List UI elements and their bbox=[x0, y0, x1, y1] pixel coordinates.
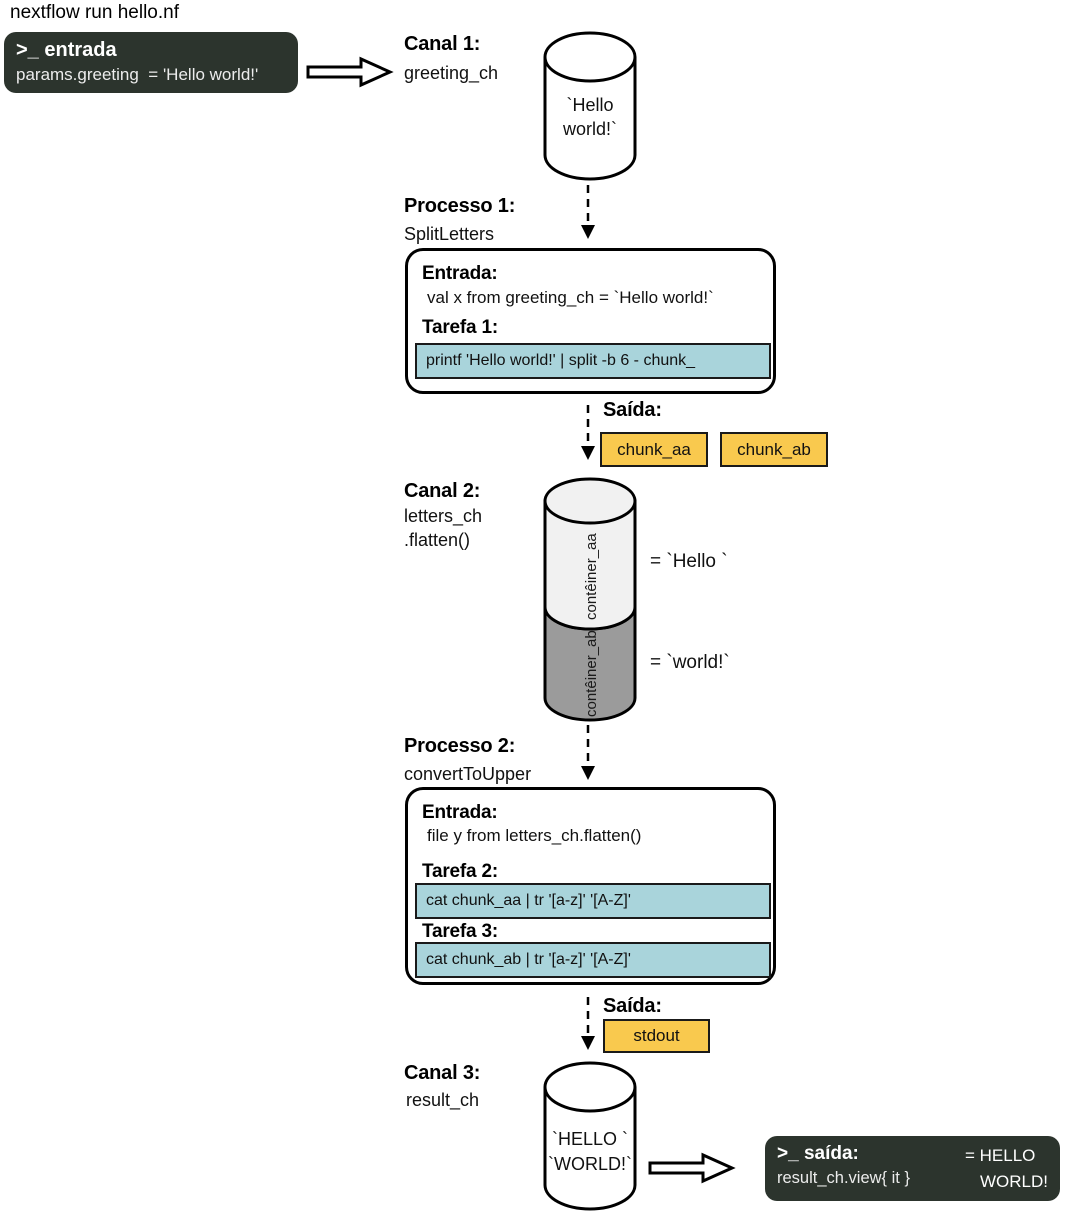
processo2-label: Processo 2: bbox=[404, 735, 516, 757]
canal2-name: letters_ch bbox=[404, 506, 483, 526]
processo2-tarefa3-label: Tarefa 3: bbox=[422, 921, 498, 942]
canal2-segment-aa-label: contêiner_aa bbox=[583, 533, 600, 620]
processo1-label: Processo 1: bbox=[404, 195, 516, 217]
canal3-content-line2: `WORLD!` bbox=[548, 1154, 632, 1174]
processo1-name: SplitLetters bbox=[404, 224, 495, 244]
terminal-prompt-icon: >_ bbox=[16, 39, 39, 61]
processo2-box bbox=[405, 787, 776, 985]
output-chip-chunk-ab: chunk_ab bbox=[720, 432, 828, 467]
canal2-segment-ab-value: = `world!` bbox=[650, 652, 730, 673]
canal2-method: .flatten() bbox=[404, 530, 471, 550]
processo1-entrada-label: Entrada: bbox=[422, 263, 498, 284]
dashed-down-arrow-icon bbox=[578, 184, 598, 239]
processo2-saida-label: Saída: bbox=[603, 995, 662, 1017]
terminal-prompt-icon: >_ bbox=[777, 1143, 799, 1164]
output-terminal-title: saída: bbox=[798, 1143, 859, 1164]
right-arrow-icon bbox=[648, 1151, 736, 1185]
input-terminal-box bbox=[4, 32, 298, 93]
processo1-tarefa1-label: Tarefa 1: bbox=[422, 317, 498, 338]
output-terminal-box bbox=[765, 1136, 1060, 1201]
processo2-tarefa2-code: cat chunk_aa | tr '[a-z]' '[A-Z]' bbox=[415, 883, 771, 919]
dashed-down-arrow-icon bbox=[578, 404, 598, 460]
dashed-down-arrow-icon bbox=[578, 996, 598, 1050]
canal2-segment-ab-label: contêiner_ab bbox=[583, 630, 600, 717]
processo2-tarefa3-code: cat chunk_ab | tr '[a-z]' '[A-Z]' bbox=[415, 942, 771, 978]
canal3-label: Canal 3: bbox=[404, 1062, 481, 1084]
input-terminal-code: params.greeting = 'Hello world!' bbox=[16, 65, 259, 84]
canal3-content-line1: `HELLO ` bbox=[551, 1129, 629, 1149]
canal1-name: greeting_ch bbox=[404, 63, 499, 83]
canal2-label: Canal 2: bbox=[404, 480, 481, 502]
input-terminal-title: entrada bbox=[38, 39, 117, 61]
canal2-stacked-cylinder bbox=[542, 474, 638, 724]
canal3-name: result_ch bbox=[406, 1090, 480, 1110]
right-arrow-icon bbox=[306, 55, 394, 89]
output-terminal-code: result_ch.view{ it } bbox=[777, 1169, 910, 1187]
canal1-content-line2: world!` bbox=[562, 119, 618, 139]
input-terminal-header bbox=[16, 39, 286, 62]
output-terminal-header bbox=[777, 1143, 910, 1165]
processo2-entrada-label: Entrada: bbox=[422, 802, 498, 823]
canal3-cylinder bbox=[542, 1060, 638, 1214]
output-chip-stdout: stdout bbox=[603, 1019, 710, 1053]
processo1-entrada-code: val x from greeting_ch = `Hello world!` bbox=[427, 288, 714, 307]
canal1-content-line1: `Hello bbox=[566, 95, 614, 115]
output-result-line1: = HELLO bbox=[965, 1146, 1036, 1165]
processo2-tarefa2-label: Tarefa 2: bbox=[422, 861, 498, 882]
output-chip-chunk-aa: chunk_aa bbox=[600, 432, 708, 467]
processo1-box bbox=[405, 248, 776, 394]
processo2-entrada-code: file y from letters_ch.flatten() bbox=[427, 826, 642, 845]
output-result-line2: WORLD! bbox=[980, 1172, 1048, 1191]
canal1-label: Canal 1: bbox=[404, 33, 481, 55]
canal1-cylinder bbox=[542, 30, 638, 184]
processo1-tarefa1-code: printf 'Hello world!' | split -b 6 - chunk_ bbox=[415, 343, 771, 379]
diagram-title: nextflow run hello.nf bbox=[10, 2, 179, 23]
processo2-name: convertToUpper bbox=[404, 764, 532, 784]
processo1-saida-label: Saída: bbox=[603, 399, 662, 421]
canal2-segment-aa-value: = `Hello ` bbox=[650, 551, 728, 572]
dashed-down-arrow-icon bbox=[578, 724, 598, 780]
